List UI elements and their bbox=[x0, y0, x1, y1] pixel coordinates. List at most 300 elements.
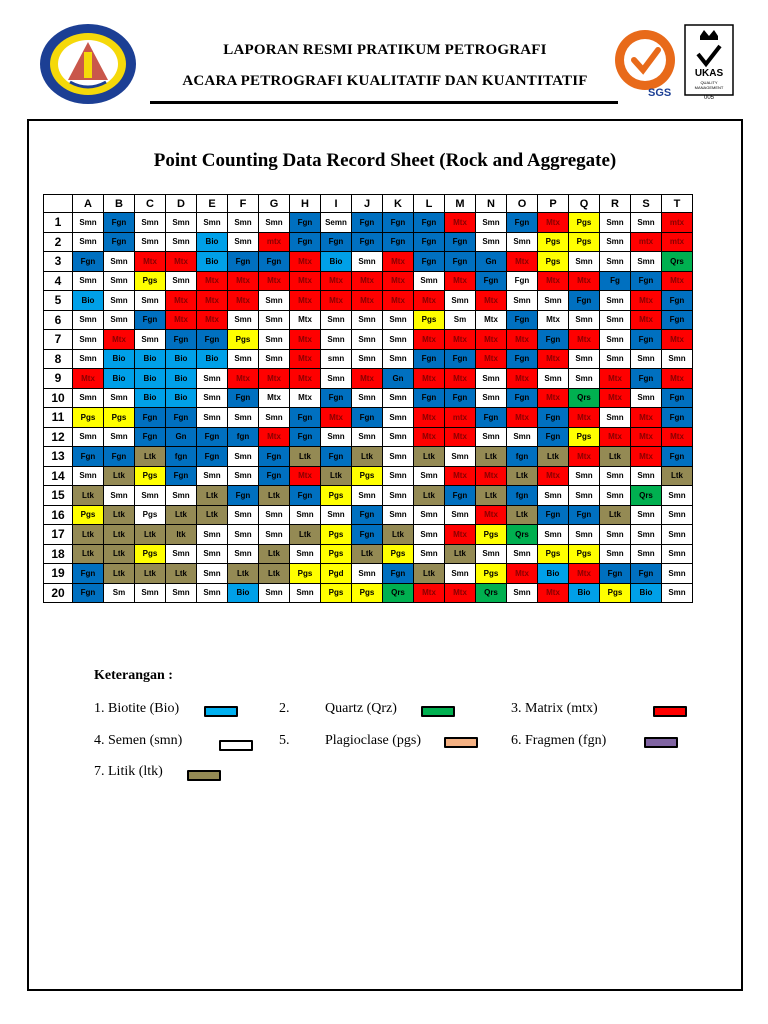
grid-cell: Mtx bbox=[352, 369, 383, 389]
column-header-n: N bbox=[476, 195, 507, 213]
grid-cell: Ltk bbox=[73, 486, 104, 506]
grid-cell: Smn bbox=[197, 564, 228, 584]
grid-cell: Pgs bbox=[321, 544, 352, 564]
grid-cell: Fgn bbox=[73, 583, 104, 603]
grid-cell: Ltk bbox=[476, 447, 507, 467]
row-label: 19 bbox=[44, 564, 73, 584]
grid-cell: Smn bbox=[383, 388, 414, 408]
grid-cell: Smn bbox=[197, 213, 228, 233]
grid-cell: Fgn bbox=[290, 213, 321, 233]
grid-cell: Fgn bbox=[631, 330, 662, 350]
grid-cell: Smn bbox=[228, 408, 259, 428]
grid-cell: Fgn bbox=[321, 232, 352, 252]
column-header-g: G bbox=[259, 195, 290, 213]
sheet-title: Point Counting Data Record Sheet (Rock and Aggregate) bbox=[153, 150, 617, 171]
grid-cell: Smn bbox=[166, 544, 197, 564]
column-header-row bbox=[44, 195, 693, 213]
grid-cell: fgn bbox=[507, 486, 538, 506]
grid-cell: Mtx bbox=[538, 349, 569, 369]
grid-cell: Ltk bbox=[290, 447, 321, 467]
grid-cell: Fgn bbox=[445, 486, 476, 506]
grid-cell: Mtx bbox=[352, 291, 383, 311]
table-row bbox=[44, 486, 693, 506]
grid-cell: Bio bbox=[321, 252, 352, 272]
grid-cell: Smn bbox=[197, 544, 228, 564]
grid-cell: Ltk bbox=[259, 544, 290, 564]
column-header-m: M bbox=[445, 195, 476, 213]
row-label: 8 bbox=[44, 349, 73, 369]
grid-cell: Smn bbox=[259, 408, 290, 428]
grid-cell: Mtx bbox=[414, 583, 445, 603]
grid-cell: Pgs bbox=[352, 466, 383, 486]
grid-cell: Mtx bbox=[259, 271, 290, 291]
column-header-e: E bbox=[197, 195, 228, 213]
grid-cell: Smn bbox=[569, 310, 600, 330]
grid-cell: Mtx bbox=[383, 252, 414, 272]
grid-cell: Fgn bbox=[414, 349, 445, 369]
grid-cell: Bio bbox=[197, 252, 228, 272]
grid-cell: Smn bbox=[383, 349, 414, 369]
grid-cell: Smn bbox=[631, 544, 662, 564]
grid-cell: Qrs bbox=[507, 525, 538, 545]
grid-cell: ltk bbox=[166, 525, 197, 545]
grid-cell: Gn bbox=[166, 427, 197, 447]
grid-cell: Smn bbox=[600, 252, 631, 272]
grid-cell: Bio bbox=[135, 349, 166, 369]
grid-cell: Mtx bbox=[600, 427, 631, 447]
grid-cell: Smn bbox=[383, 466, 414, 486]
grid-cell: Bio bbox=[104, 369, 135, 389]
column-header-f: F bbox=[228, 195, 259, 213]
grid-cell: Ltk bbox=[352, 544, 383, 564]
grid-cell: Mtx bbox=[445, 369, 476, 389]
grid-cell: Smn bbox=[662, 525, 693, 545]
grid-cell: Smn bbox=[352, 330, 383, 350]
grid-cell: Ltk bbox=[600, 505, 631, 525]
grid-cell: Smn bbox=[631, 388, 662, 408]
grid-cell: Fgn bbox=[414, 213, 445, 233]
grid-cell: Fgn bbox=[228, 252, 259, 272]
grid-cell: Smn bbox=[569, 369, 600, 389]
grid-cell: Smn bbox=[259, 505, 290, 525]
legend-quartz-label: Quartz (Qrz) bbox=[325, 701, 397, 716]
grid-cell: Fgn bbox=[662, 310, 693, 330]
grid-cell: Ltk bbox=[321, 466, 352, 486]
grid-cell: Mtx bbox=[290, 310, 321, 330]
grid-cell: smn bbox=[321, 349, 352, 369]
grid-cell: Pgs bbox=[569, 213, 600, 233]
grid-cell: Ltk bbox=[104, 544, 135, 564]
grid-cell: Mtx bbox=[135, 252, 166, 272]
grid-cell: Mtx bbox=[197, 271, 228, 291]
grid-cell: Smn bbox=[476, 544, 507, 564]
legend-quartz-number: 2. bbox=[279, 701, 290, 716]
grid-cell: Ltk bbox=[538, 447, 569, 467]
grid-cell: Mtx bbox=[290, 349, 321, 369]
grid-cell: Smn bbox=[259, 291, 290, 311]
grid-cell: Smn bbox=[662, 583, 693, 603]
grid-cell: Pgs bbox=[135, 505, 166, 525]
grid-cell: Smn bbox=[259, 330, 290, 350]
legend-biotite-label: 1. Biotite (Bio) bbox=[94, 701, 180, 716]
grid-cell: Smn bbox=[383, 408, 414, 428]
grid-cell: Bio bbox=[104, 349, 135, 369]
grid-cell: Ltk bbox=[197, 505, 228, 525]
grid-cell: Smn bbox=[104, 388, 135, 408]
grid-cell: Smn bbox=[569, 486, 600, 506]
grid-cell: Fgn bbox=[414, 232, 445, 252]
grid-cell: Fgn bbox=[352, 232, 383, 252]
grid-cell: Mtx bbox=[383, 271, 414, 291]
table-row bbox=[44, 232, 693, 252]
grid-cell: Smn bbox=[445, 291, 476, 311]
grid-cell: Fgn bbox=[445, 388, 476, 408]
grid-cell: Ltk bbox=[73, 544, 104, 564]
table-row bbox=[44, 349, 693, 369]
grid-cell: Smn bbox=[259, 525, 290, 545]
grid-cell: Fgn bbox=[197, 447, 228, 467]
grid-cell: Smn bbox=[228, 213, 259, 233]
column-header-t: T bbox=[662, 195, 693, 213]
grid-cell: Smn bbox=[290, 544, 321, 564]
grid-cell: Fgn bbox=[104, 232, 135, 252]
grid-cell: Fgn bbox=[197, 330, 228, 350]
grid-cell: Pgs bbox=[290, 564, 321, 584]
grid-cell: Smn bbox=[352, 486, 383, 506]
grid-cell: Smn bbox=[290, 583, 321, 603]
grid-cell: Ltk bbox=[73, 525, 104, 545]
grid-cell: Smn bbox=[600, 408, 631, 428]
legend-title: Keterangan : bbox=[94, 668, 173, 683]
grid-cell: Fgn bbox=[166, 466, 197, 486]
column-header-l: L bbox=[414, 195, 445, 213]
grid-cell: Smn bbox=[414, 466, 445, 486]
grid-cell: Mtx bbox=[600, 388, 631, 408]
grid-cell: Fgn bbox=[73, 252, 104, 272]
grid-cell: Mtx bbox=[662, 369, 693, 389]
legend-matrix-swatch bbox=[653, 706, 687, 717]
table-row bbox=[44, 252, 693, 272]
grid-cell: Smn bbox=[104, 427, 135, 447]
grid-cell: Bio bbox=[166, 369, 197, 389]
grid-cell: Ltk bbox=[414, 564, 445, 584]
grid-cell: Mtx bbox=[445, 525, 476, 545]
grid-cell: Pgd bbox=[321, 564, 352, 584]
grid-cell: Mtx bbox=[569, 271, 600, 291]
grid-cell: Fgn bbox=[135, 427, 166, 447]
grid-cell: Gn bbox=[476, 252, 507, 272]
grid-cell: Mtx bbox=[631, 408, 662, 428]
row-label: 6 bbox=[44, 310, 73, 330]
grid-cell: Smn bbox=[135, 291, 166, 311]
column-header-o: O bbox=[507, 195, 538, 213]
grid-cell: Sm bbox=[445, 310, 476, 330]
grid-cell: Fgn bbox=[166, 330, 197, 350]
grid-cell: mtx bbox=[662, 213, 693, 233]
row-label: 12 bbox=[44, 427, 73, 447]
grid-cell: Smn bbox=[600, 232, 631, 252]
grid-cell: Pgs bbox=[321, 525, 352, 545]
grid-cell: Smn bbox=[476, 232, 507, 252]
grid-cell: fgn bbox=[166, 447, 197, 467]
grid-cell: Smn bbox=[662, 544, 693, 564]
grid-cell: Smn bbox=[104, 486, 135, 506]
grid-cell: Smn bbox=[135, 330, 166, 350]
grid-cell: Bio bbox=[631, 583, 662, 603]
grid-cell: Ltk bbox=[166, 564, 197, 584]
grid-cell: Smn bbox=[73, 271, 104, 291]
grid-cell: Pgs bbox=[321, 583, 352, 603]
grid-cell: Smn bbox=[476, 213, 507, 233]
grid-cell: Smn bbox=[662, 349, 693, 369]
row-label: 5 bbox=[44, 291, 73, 311]
legend-fragmen-label: 6. Fragmen (fgn) bbox=[511, 733, 607, 748]
grid-cell: Fgn bbox=[507, 271, 538, 291]
grid-cell: Fgn bbox=[631, 369, 662, 389]
grid-cell: Fgn bbox=[445, 232, 476, 252]
grid-cell: Smn bbox=[228, 544, 259, 564]
grid-cell: Qrs bbox=[569, 388, 600, 408]
grid-cell: Smn bbox=[352, 310, 383, 330]
grid-cell: Pgs bbox=[538, 544, 569, 564]
ukas-logo bbox=[684, 24, 734, 104]
table-row bbox=[44, 447, 693, 467]
grid-cell: Smn bbox=[600, 525, 631, 545]
grid-cell: Smn bbox=[631, 213, 662, 233]
grid-cell: Smn bbox=[631, 349, 662, 369]
grid-cell: Smn bbox=[600, 349, 631, 369]
grid-cell: Smn bbox=[600, 310, 631, 330]
grid-cell: Pgs bbox=[600, 583, 631, 603]
grid-cell: Semn bbox=[321, 213, 352, 233]
grid-cell: Fgn bbox=[290, 408, 321, 428]
grid-cell: Fgn bbox=[538, 427, 569, 447]
grid-cell: Fgn bbox=[259, 252, 290, 272]
grid-cell: Fgn bbox=[476, 271, 507, 291]
grid-cell: Fgn bbox=[228, 388, 259, 408]
grid-cell: Smn bbox=[73, 349, 104, 369]
grid-cell: Fg bbox=[600, 271, 631, 291]
grid-cell: Ltk bbox=[104, 466, 135, 486]
grid-cell: Fgn bbox=[104, 447, 135, 467]
grid-cell: Fgn bbox=[352, 408, 383, 428]
grid-cell: Fgn bbox=[290, 486, 321, 506]
grid-cell: Fgn bbox=[662, 447, 693, 467]
grid-cell: Fgn bbox=[135, 310, 166, 330]
grid-cell: Ltk bbox=[290, 525, 321, 545]
grid-cell: Mtx bbox=[290, 369, 321, 389]
grid-cell: Mtx bbox=[538, 466, 569, 486]
grid-cell: Mtx bbox=[445, 466, 476, 486]
grid-cell: Smn bbox=[197, 369, 228, 389]
grid-cell: Ltk bbox=[259, 564, 290, 584]
grid-cell: Smn bbox=[321, 427, 352, 447]
grid-cell: Smn bbox=[104, 252, 135, 272]
grid-cell: Mtx bbox=[507, 369, 538, 389]
grid-cell: Mtx bbox=[290, 466, 321, 486]
grid-cell: Smn bbox=[538, 525, 569, 545]
grid-cell: Mtx bbox=[414, 427, 445, 447]
grid-cell: Gn bbox=[383, 369, 414, 389]
grid-cell: Mtx bbox=[414, 330, 445, 350]
grid-cell: Mtx bbox=[445, 330, 476, 350]
grid-cell: Smn bbox=[104, 291, 135, 311]
grid-cell: Pgs bbox=[538, 252, 569, 272]
grid-cell: Smn bbox=[197, 466, 228, 486]
grid-cell: Smn bbox=[445, 505, 476, 525]
grid-cell: mtx bbox=[631, 232, 662, 252]
grid-cell: Smn bbox=[228, 310, 259, 330]
grid-cell: Pgs bbox=[569, 427, 600, 447]
grid-cell: Smn bbox=[73, 232, 104, 252]
grid-cell: Mtx bbox=[662, 271, 693, 291]
grid-cell: Fgn bbox=[321, 447, 352, 467]
grid-cell: Smn bbox=[383, 447, 414, 467]
grid-cell: Fgn bbox=[73, 447, 104, 467]
column-header-j: J bbox=[352, 195, 383, 213]
grid-cell: Ltk bbox=[104, 505, 135, 525]
grid-cell: Smn bbox=[600, 330, 631, 350]
table-row bbox=[44, 544, 693, 564]
grid-cell: Fgn bbox=[383, 564, 414, 584]
grid-cell: Pgs bbox=[104, 408, 135, 428]
grid-cell: Pgs bbox=[538, 232, 569, 252]
table-row bbox=[44, 388, 693, 408]
grid-cell: Smn bbox=[259, 310, 290, 330]
column-header-d: D bbox=[166, 195, 197, 213]
grid-cell: Fgn bbox=[569, 505, 600, 525]
grid-cell: Pgs bbox=[383, 544, 414, 564]
grid-cell: Smn bbox=[135, 232, 166, 252]
grid-cell: Fgn bbox=[197, 427, 228, 447]
grid-cell: Fgn bbox=[166, 408, 197, 428]
grid-cell: Fgn bbox=[507, 349, 538, 369]
grid-cell: Ltk bbox=[662, 466, 693, 486]
grid-cell: Smn bbox=[476, 427, 507, 447]
grid-cell: mtx bbox=[445, 408, 476, 428]
grid-cell: Smn bbox=[507, 583, 538, 603]
column-header-s: S bbox=[631, 195, 662, 213]
grid-cell: Pgs bbox=[135, 466, 166, 486]
header-rule bbox=[150, 101, 618, 104]
grid-cell: Mtx bbox=[476, 310, 507, 330]
table-row bbox=[44, 291, 693, 311]
legend-matrix-label: 3. Matrix (mtx) bbox=[511, 701, 598, 716]
grid-cell: Smn bbox=[569, 349, 600, 369]
grid-cell: Fgn bbox=[383, 213, 414, 233]
grid-cell: Mtx bbox=[352, 271, 383, 291]
report-title: LAPORAN RESMI PRATIKUM PETROGRAFI bbox=[223, 42, 547, 58]
legend-semen-swatch bbox=[219, 740, 253, 751]
grid-cell: Ltk bbox=[507, 505, 538, 525]
report-subtitle: ACARA PETROGRAFI KUALITATIF DAN KUANTITATIF bbox=[182, 73, 588, 89]
grid-cell: Smn bbox=[73, 310, 104, 330]
grid-cell: Smn bbox=[445, 447, 476, 467]
grid-cell: Mtx bbox=[228, 271, 259, 291]
ukas-logo-sub1: QUALITY bbox=[700, 80, 718, 85]
grid-cell: Mtx bbox=[445, 583, 476, 603]
grid-cell: Fgn bbox=[352, 213, 383, 233]
grid-cell: Mtx bbox=[197, 310, 228, 330]
grid-cell: Fgn bbox=[662, 291, 693, 311]
grid-cell: Smn bbox=[538, 291, 569, 311]
grid-cell: Fgn bbox=[538, 330, 569, 350]
grid-cell: Ltk bbox=[259, 486, 290, 506]
grid-cell: Smn bbox=[600, 466, 631, 486]
table-row bbox=[44, 427, 693, 447]
grid-cell: Smn bbox=[259, 583, 290, 603]
grid-cell: Fgn bbox=[662, 388, 693, 408]
legend-plagioclase-swatch bbox=[444, 737, 478, 748]
grid-cell: Smn bbox=[383, 505, 414, 525]
grid-cell: Bio bbox=[228, 583, 259, 603]
grid-cell: Fgn bbox=[135, 408, 166, 428]
grid-cell: Mtx bbox=[507, 564, 538, 584]
row-label: 9 bbox=[44, 369, 73, 389]
grid-cell: Smn bbox=[414, 544, 445, 564]
grid-cell: Pgs bbox=[135, 271, 166, 291]
grid-cell: Smn bbox=[600, 486, 631, 506]
grid-cell: Fgn bbox=[445, 252, 476, 272]
grid-cell: Smn bbox=[321, 310, 352, 330]
grid-cell: Pgs bbox=[73, 505, 104, 525]
grid-cell: Smn bbox=[600, 544, 631, 564]
grid-cell: Ltk bbox=[197, 486, 228, 506]
grid-cell: Mtx bbox=[290, 330, 321, 350]
grid-cell: Mtx bbox=[166, 310, 197, 330]
grid-cell: Smn bbox=[228, 505, 259, 525]
ukas-number: 005 bbox=[704, 95, 715, 101]
grid-cell: mtx bbox=[259, 232, 290, 252]
grid-cell: Mtx bbox=[476, 349, 507, 369]
grid-cell: Smn bbox=[662, 564, 693, 584]
grid-cell: Mtx bbox=[569, 408, 600, 428]
grid-cell: Smn bbox=[631, 525, 662, 545]
row-label: 7 bbox=[44, 330, 73, 350]
grid-cell: Smn bbox=[197, 525, 228, 545]
table-row bbox=[44, 466, 693, 486]
grid-cell: Smn bbox=[383, 330, 414, 350]
grid-cell: Smn bbox=[135, 486, 166, 506]
grid-cell: fgn bbox=[507, 447, 538, 467]
university-logo bbox=[38, 22, 138, 106]
grid-cell: Ltk bbox=[228, 564, 259, 584]
grid-cell: Fgn bbox=[259, 466, 290, 486]
grid-cell: Smn bbox=[414, 525, 445, 545]
row-label: 17 bbox=[44, 525, 73, 545]
legend-litik-swatch bbox=[187, 770, 221, 781]
grid-cell: Smn bbox=[166, 213, 197, 233]
grid-cell: Smn bbox=[631, 252, 662, 272]
row-label: 13 bbox=[44, 447, 73, 467]
grid-cell: Fgn bbox=[104, 213, 135, 233]
grid-cell: Smn bbox=[135, 583, 166, 603]
grid-cell: Pgs bbox=[352, 583, 383, 603]
grid-cell: Smn bbox=[228, 466, 259, 486]
grid-cell: Fgn bbox=[321, 388, 352, 408]
grid-cell: Mtx bbox=[228, 369, 259, 389]
grid-cell: Smn bbox=[414, 271, 445, 291]
row-label: 20 bbox=[44, 583, 73, 603]
grid-cell: Pgs bbox=[476, 564, 507, 584]
grid-cell: Pgs bbox=[569, 544, 600, 564]
grid-cell: Smn bbox=[228, 232, 259, 252]
grid-cell: Mtx bbox=[445, 213, 476, 233]
grid-cell: Mtx bbox=[259, 369, 290, 389]
table-row bbox=[44, 310, 693, 330]
grid-cell: Smn bbox=[321, 369, 352, 389]
grid-cell: Fgn bbox=[600, 564, 631, 584]
